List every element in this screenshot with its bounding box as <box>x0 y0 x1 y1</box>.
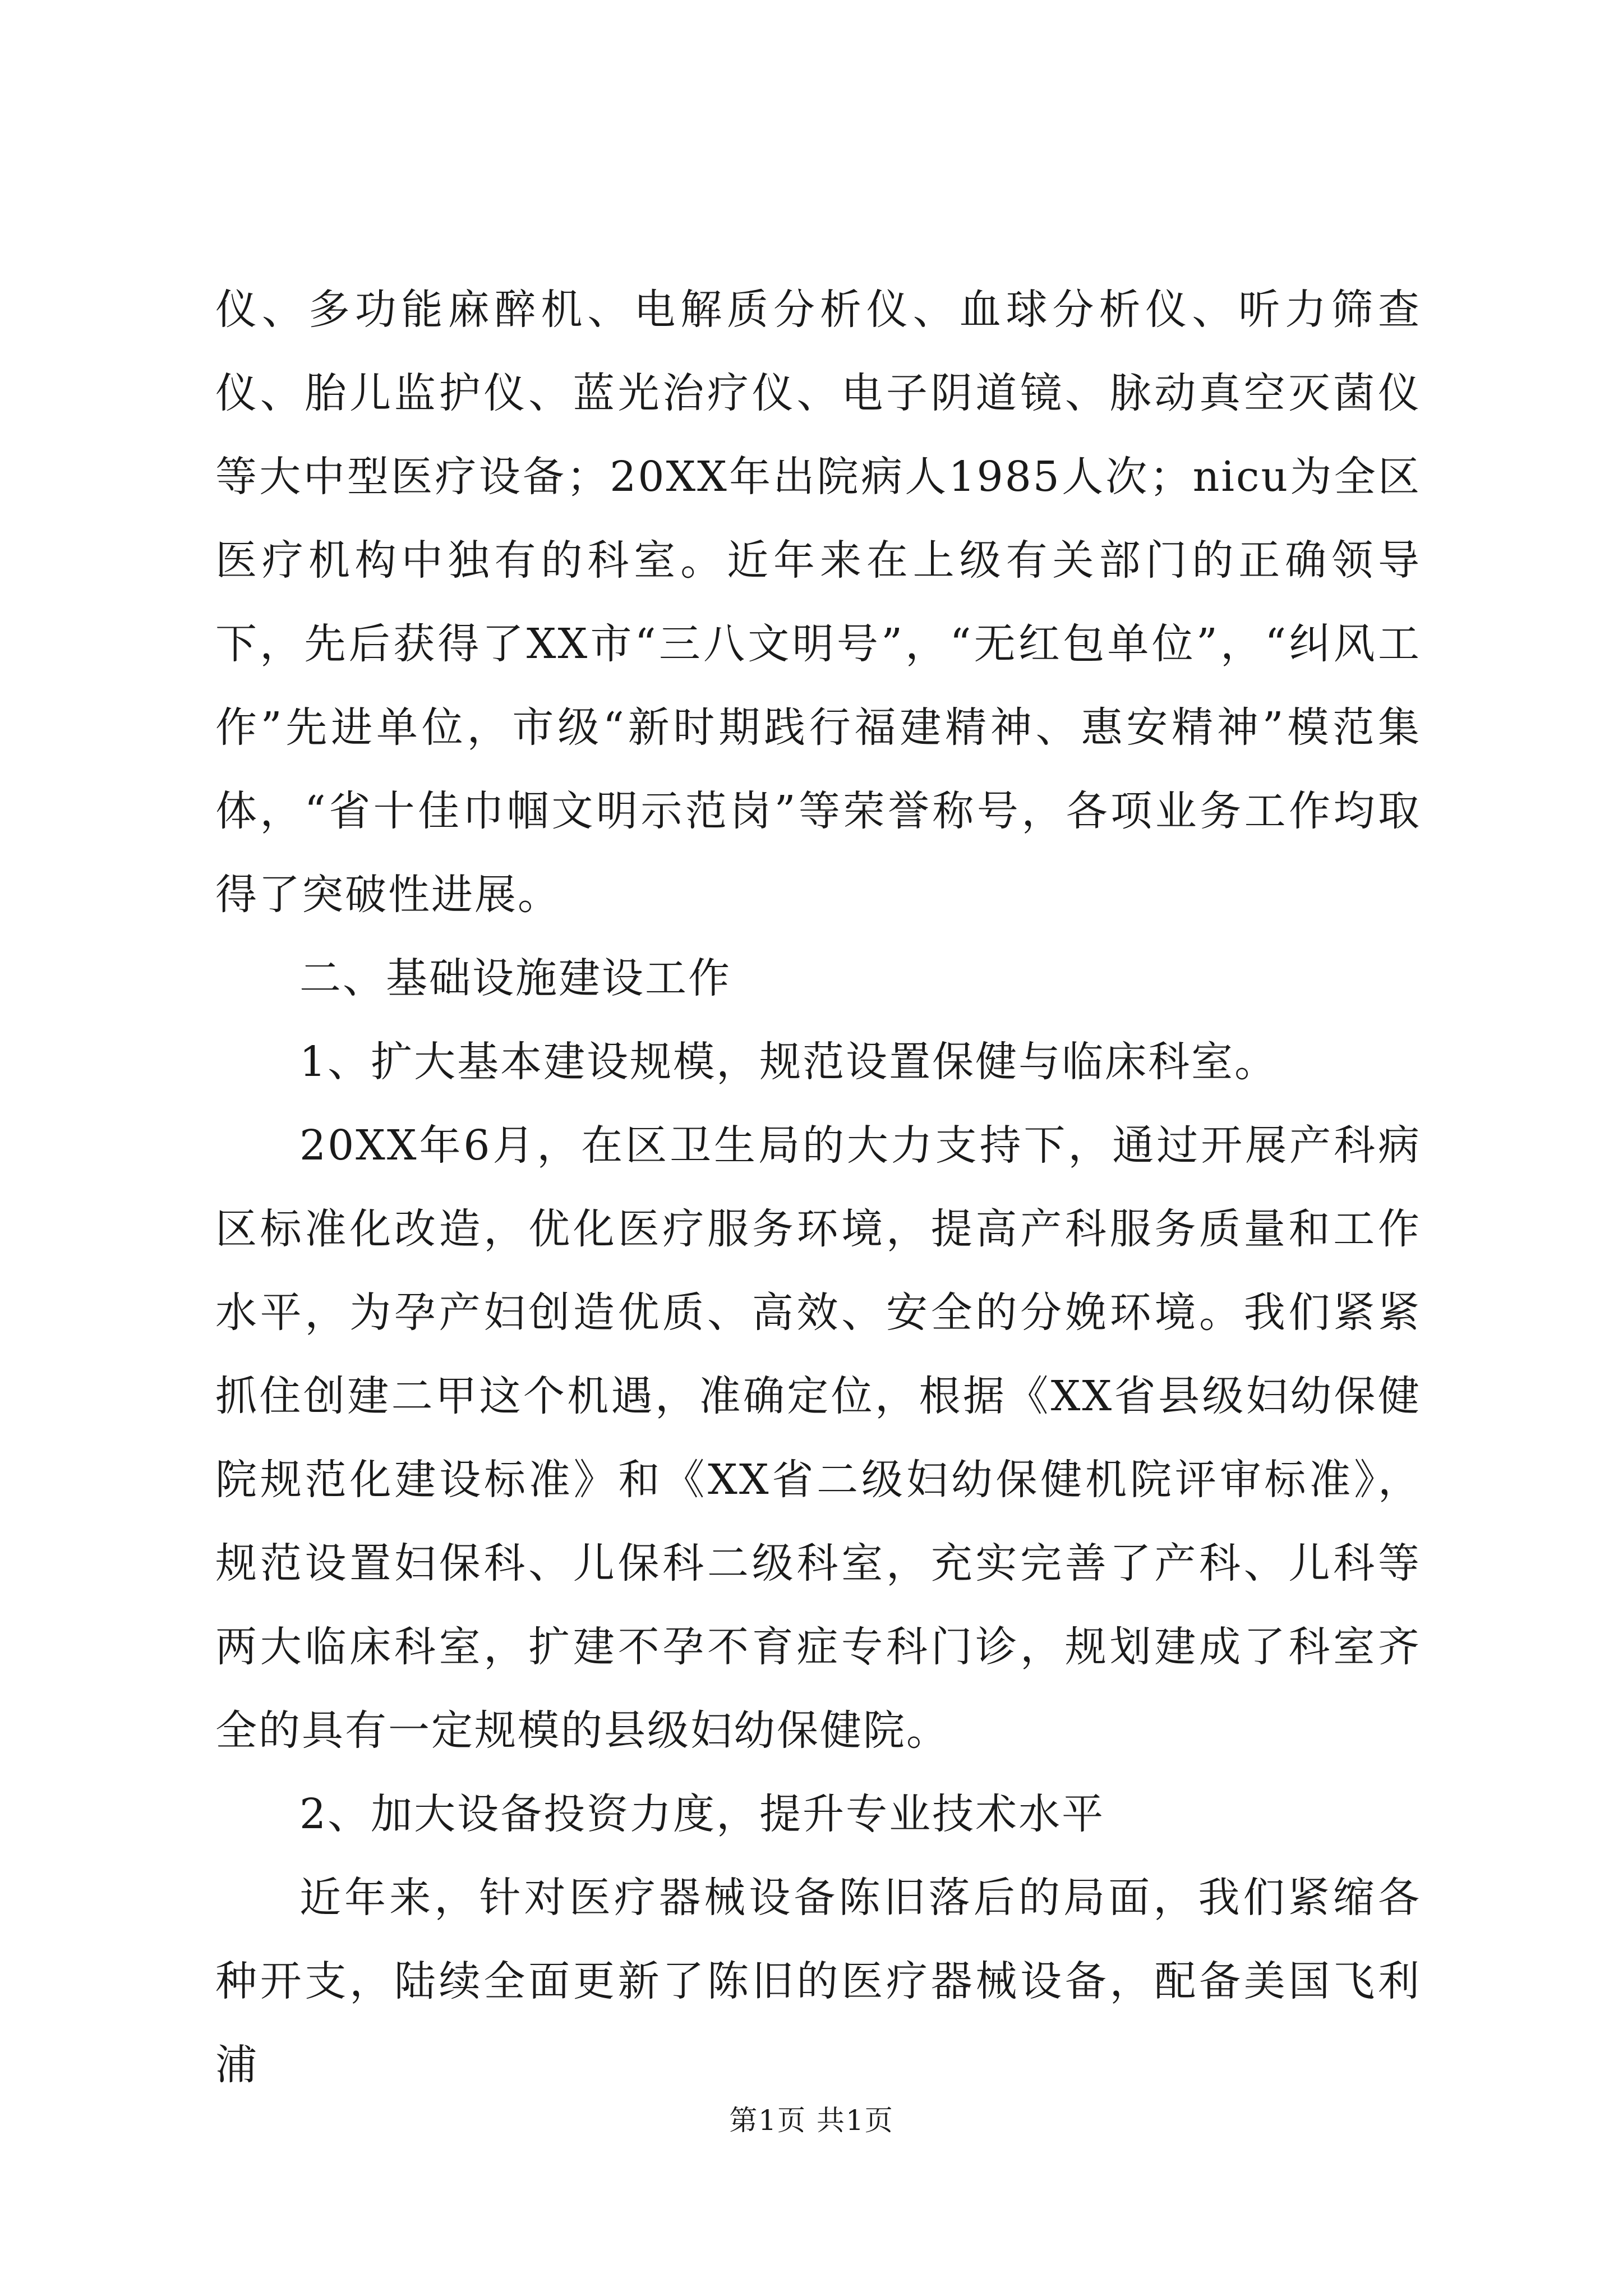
subheading-expand-construction: 1、扩大基本建设规模，规范设置保健与临床科室。 <box>299 1038 1278 1086</box>
page-number-footer: 第1页 共1页 <box>729 2104 894 2137</box>
paragraph-ward-renovation: 20XX年6月，在区卫生局的大力支持下，通过开展产科病区标准化改造，优化医疗服务环境，提高产科服务质量和工作水平，为孕产妇创造优质、高效、安全的分娩环境。我们紧紧抓住创建二甲这个机遇，准确定位，根据《XX省县级妇幼保健院规范化建设标准》和《XX省二级妇幼保健机院评审标准》，规范设置妇保科、儿保科二级科室，充实完善了产科、儿科等两大临床科室，扩建不孕不育症专科门诊，规划建成了科室齐全的具有一定规模的县级妇幼保健院。 <box>215 1121 1421 1755</box>
document-body <box>215 268 1421 2107</box>
subheading-equipment-investment: 2、加大设备投资力度，提升专业技术水平 <box>299 1790 1105 1838</box>
section-heading-infrastructure: 二、基础设施建设工作 <box>299 954 731 1002</box>
paragraph-equipment-renewal: 近年来，针对医疗器械设备陈旧落后的局面，我们紧缩各种开支，陆续全面更新了陈旧的医疗器械设备，配备美国飞利浦 <box>215 1874 1421 2089</box>
paragraph-equipment-and-honors: 仪、多功能麻醉机、电解质分析仪、血球分析仪、听力筛查仪、胎儿监护仪、蓝光治疗仪、电子阴道镜、脉动真空灭菌仪等大中型医疗设备；20XX年出院病人1985人次；nicu为全区医疗机构中独有的科室。近年来在上级有关部门的正确领导下，先后获得了XX市“三八文明号”，“无红包单位”，“纠风工作”先进单位，市级“新时期践行福建精神、惠安精神”模范集体，“省十佳巾帼文明示范岗”等荣誉称号，各项业务工作均取得了突破性进展。 <box>215 286 1422 919</box>
